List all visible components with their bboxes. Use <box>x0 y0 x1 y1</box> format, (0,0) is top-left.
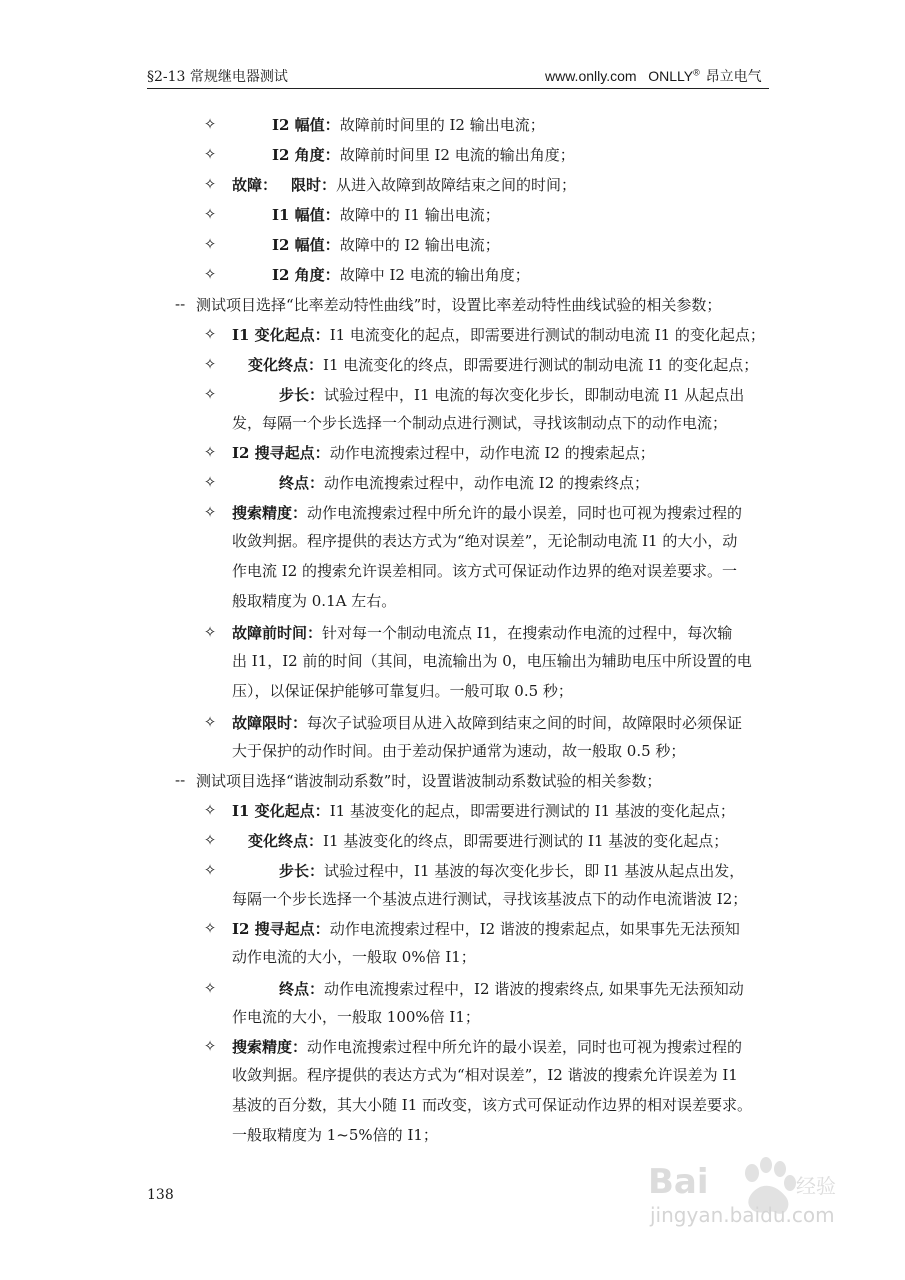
param-term: 变化终点： <box>248 832 324 850</box>
bullet-icon: ✧ <box>203 385 217 403</box>
param-line <box>232 623 732 643</box>
bullet-icon: ✧ <box>203 325 217 343</box>
param-term: 搜索精度： <box>232 504 308 522</box>
param-text: I1 电流变化的终点，即需要进行测试的制动电流 I1 的变化起点； <box>323 356 759 374</box>
param-line <box>232 1037 742 1057</box>
continuation-line: 一般取精度为 1~5%倍的 I1； <box>232 1126 438 1144</box>
param-term: 故障前时间： <box>232 624 323 642</box>
continuation-line: 收敛判据。程序提供的表达方式为“相对误差”，I2 谐波的搜索允许误差为 I1 <box>232 1066 738 1084</box>
param-line <box>232 801 735 821</box>
param-line <box>232 175 576 195</box>
param-text: 故障前时间里的 I2 输出电流； <box>339 116 545 134</box>
page-number: 138 <box>147 1187 174 1203</box>
section-intro: 测试项目选择“比率差动特性曲线”时，设置比率差动特性曲线试验的相关参数； <box>196 296 722 314</box>
bullet-icon: ✧ <box>203 919 217 937</box>
param-term: 故障： <box>232 176 278 194</box>
param-term: 终点： <box>279 980 325 998</box>
param-term: 终点： <box>279 474 325 492</box>
param-text: 每次子试验项目从进入故障到结束之间的时间，故障限时必须保证 <box>307 714 743 732</box>
param-text: 故障中的 I1 输出电流； <box>339 206 500 224</box>
bullet-icon: ✧ <box>203 145 217 163</box>
param-term: I2 角度： <box>272 146 340 164</box>
bullet-icon: ✧ <box>203 801 217 819</box>
company-name: 昂立电气 <box>705 69 762 85</box>
bullet-icon: ✧ <box>203 623 217 641</box>
continuation-line: 作电流的大小，一般取 100%倍 I1； <box>232 1008 480 1026</box>
bullet-icon: ✧ <box>203 235 217 253</box>
bullet-icon: ✧ <box>203 713 217 731</box>
continuation-line: 每隔一个步长选择一个基波点进行测试，寻找该基波点下的动作电流谐波 I2； <box>232 890 748 908</box>
continuation-line: 发，每隔一个步长选择一个制动点进行测试，寻找该制动点下的动作电流； <box>232 414 728 432</box>
param-text: 从进入故障到故障结束之间的时间； <box>336 176 577 194</box>
param-term: 故障限时： <box>232 714 308 732</box>
bullet-icon: ✧ <box>203 115 217 133</box>
header-divider <box>147 88 769 89</box>
param-term: I1 变化起点： <box>232 802 330 820</box>
param-term: 步长： <box>279 386 325 404</box>
section-title: §2-13 常规继电器测试 <box>147 69 288 85</box>
param-text: 故障前时间里 I2 电流的输出角度； <box>339 146 575 164</box>
param-text: 动作电流搜索过程中，I2 谐波的搜索起点，如果事先无法预知 <box>329 920 740 938</box>
param-term: I2 角度： <box>272 266 340 284</box>
continuation-line: 作电流 I2 的搜索允许误差相同。该方式可保证动作边界的绝对误差要求。一 <box>232 562 738 580</box>
param-term: I2 搜寻起点： <box>232 444 330 462</box>
bullet-icon: ✧ <box>203 205 217 223</box>
bullet-icon: ✧ <box>203 503 217 521</box>
param-line <box>248 355 758 375</box>
param-line <box>248 831 728 851</box>
param-text: 动作电流搜索过程中所允许的最小误差，同时也可视为搜索过程的 <box>307 1038 743 1056</box>
param-line <box>272 115 545 135</box>
svg-text:经验: 经验 <box>796 1174 836 1198</box>
param-line <box>232 503 742 523</box>
continuation-line: 般取精度为 0.1A 左右。 <box>232 592 397 610</box>
param-text: 故障中的 I2 输出电流； <box>339 236 500 254</box>
bullet-icon: ✧ <box>203 861 217 879</box>
param-term: I1 变化起点： <box>232 326 330 344</box>
bullet-icon: ✧ <box>203 265 217 283</box>
param-term: I2 搜寻起点： <box>232 920 330 938</box>
param-term: 步长： <box>279 862 325 880</box>
bullet-icon: ✧ <box>203 443 217 461</box>
param-text: 试验过程中，I1 基波的每次变化步长，即 I1 基波从起点出发， <box>324 862 745 880</box>
param-line <box>279 979 744 999</box>
website: www.onlly.com <box>545 68 637 84</box>
param-text: 动作电流搜索过程中，I2 谐波的搜索终点, 如果事先无法预知动 <box>324 980 744 998</box>
svg-text:Bai: Bai <box>648 1162 709 1202</box>
param-term: I2 幅值： <box>272 116 340 134</box>
param-term: 搜索精度： <box>232 1038 308 1056</box>
section-dash: -- <box>175 771 186 789</box>
continuation-line: 动作电流的大小，一般取 0%倍 I1； <box>232 948 476 966</box>
bullet-icon: ✧ <box>203 831 217 849</box>
param-line <box>232 919 740 939</box>
bullet-icon: ✧ <box>203 175 217 193</box>
continuation-line: 基波的百分数，其大小随 I1 而改变，该方式可保证动作边界的相对误差要求。 <box>232 1096 753 1114</box>
param-term: 变化终点： <box>248 356 324 374</box>
param-line <box>232 443 655 463</box>
registered-mark: ® <box>693 67 700 78</box>
param-term: I2 幅值： <box>272 236 340 254</box>
param-line <box>272 205 500 225</box>
brand-name: ONLLY <box>648 68 694 84</box>
section-dash: -- <box>175 295 186 313</box>
param-term: I1 幅值： <box>272 206 340 224</box>
param-text: 故障中 I2 电流的输出角度； <box>339 266 530 284</box>
param-text: I1 基波变化的终点，即需要进行测试的 I1 基波的变化起点； <box>323 832 729 850</box>
section-intro: 测试项目选择“谐波制动系数”时，设置谐波制动系数试验的相关参数； <box>196 772 662 790</box>
param-line <box>232 325 765 345</box>
continuation-line: 收敛判据。程序提供的表达方式为“绝对误差”，无论制动电流 I1 的大小，动 <box>232 532 738 550</box>
watermark-url: jingyan.baidu.com <box>650 1203 835 1227</box>
param-line <box>279 473 649 493</box>
param-line <box>272 235 500 255</box>
param-text: 针对每一个制动电流点 I1，在搜索动作电流的过程中，每次输 <box>322 624 733 642</box>
bullet-icon: ✧ <box>203 473 217 491</box>
continuation-line: 出 I1，I2 前的时间（其间，电流输出为 0，电压输出为辅助电压中所设置的电 <box>232 652 752 670</box>
continuation-line: 大于保护的动作时间。由于差动保护通常为速动，故一般取 0.5 秒； <box>232 742 686 760</box>
param-text: I1 电流变化的起点，即需要进行测试的制动电流 I1 的变化起点； <box>329 326 765 344</box>
param-text: 试验过程中，I1 电流的每次变化步长，即制动电流 I1 从起点出 <box>324 386 745 404</box>
continuation-line: 压），以保证保护能够可靠复归。一般可取 0.5 秒； <box>232 682 573 700</box>
param-line <box>272 145 575 165</box>
param-line <box>232 713 742 733</box>
param-text: 动作电流搜索过程中，动作电流 I2 的搜索起点； <box>329 444 655 462</box>
param-text: 动作电流搜索过程中所允许的最小误差，同时也可视为搜索过程的 <box>307 504 743 522</box>
bullet-icon: ✧ <box>203 1037 217 1055</box>
param-line <box>279 385 744 405</box>
param-text: I1 基波变化的起点，即需要进行测试的 I1 基波的变化起点； <box>329 802 735 820</box>
header-brand <box>545 66 762 86</box>
param-subterm: 限时： <box>291 176 337 194</box>
param-line <box>279 861 744 881</box>
param-line <box>272 265 530 285</box>
param-text: 动作电流搜索过程中，动作电流 I2 的搜索终点； <box>324 474 650 492</box>
bullet-icon: ✧ <box>203 979 217 997</box>
bullet-icon: ✧ <box>203 355 217 373</box>
